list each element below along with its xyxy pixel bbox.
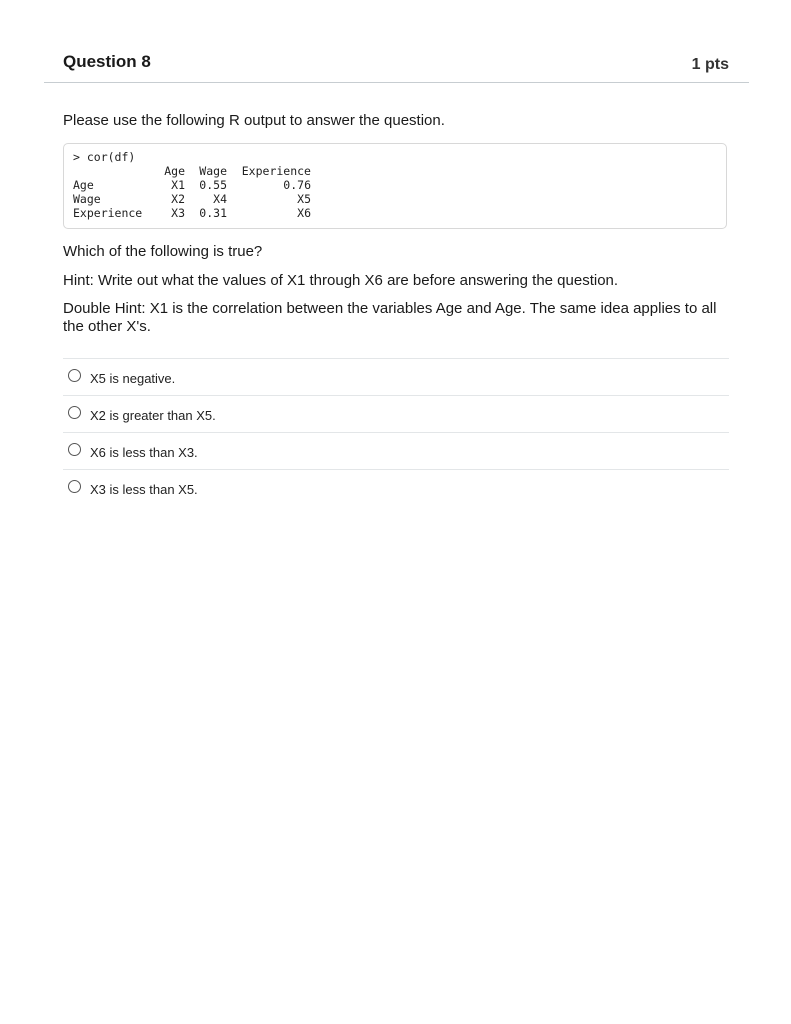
table-cell: 0.55 [199,178,227,192]
table-cell: X5 [297,192,311,206]
radio-button[interactable] [68,406,81,419]
header-cell: Age [164,164,185,178]
correlation-header-row [73,164,311,178]
answer-label[interactable]: X2 is greater than X5. [90,407,216,423]
question-prompt: Which of the following is true? [63,243,263,260]
question-title: Question 8 [63,52,151,71]
double-hint-text: Double Hint: X1 is the correlation between the variables Age and Age. The same idea applies to all the other X's. [63,300,717,335]
table-cell: X2 [171,192,185,206]
correlation-row [73,192,311,206]
question-card [44,40,749,506]
answer-label[interactable]: X6 is less than X3. [90,444,198,460]
header-cell: Experience [241,164,311,178]
answer-option[interactable] [63,433,729,470]
radio-button[interactable] [68,443,81,456]
r-output-box [63,143,727,229]
question-body [44,111,749,506]
correlation-table [73,164,311,220]
answer-option[interactable] [63,359,729,396]
question-intro: Please use the following R output to answer the question. [63,112,445,129]
r-command: > cor(df) [73,150,136,164]
answer-option[interactable] [63,396,729,433]
table-cell: 0.31 [199,206,227,220]
hint-text: Hint: Write out what the values of X1 through X6 are before answering the question. [63,272,619,289]
header-blank [73,164,163,178]
answer-label[interactable]: X5 is negative. [90,370,176,386]
answer-list [63,358,729,506]
row-label: Wage [73,192,101,206]
radio-button[interactable] [68,480,81,493]
question-points: 1 pts [691,56,729,73]
table-cell: X6 [297,206,311,220]
question-header [44,40,749,83]
answer-label[interactable]: X3 is less than X5. [90,481,198,497]
header-cell: Wage [199,164,227,178]
table-cell: 0.76 [283,178,311,192]
table-cell: X4 [213,192,227,206]
answer-option[interactable] [63,470,729,506]
table-cell: X3 [171,206,185,220]
correlation-row [73,206,311,220]
row-label: Age [73,178,94,192]
correlation-row [73,178,311,192]
table-cell: X1 [171,178,185,192]
row-label: Experience [73,206,143,220]
radio-button[interactable] [68,369,81,382]
